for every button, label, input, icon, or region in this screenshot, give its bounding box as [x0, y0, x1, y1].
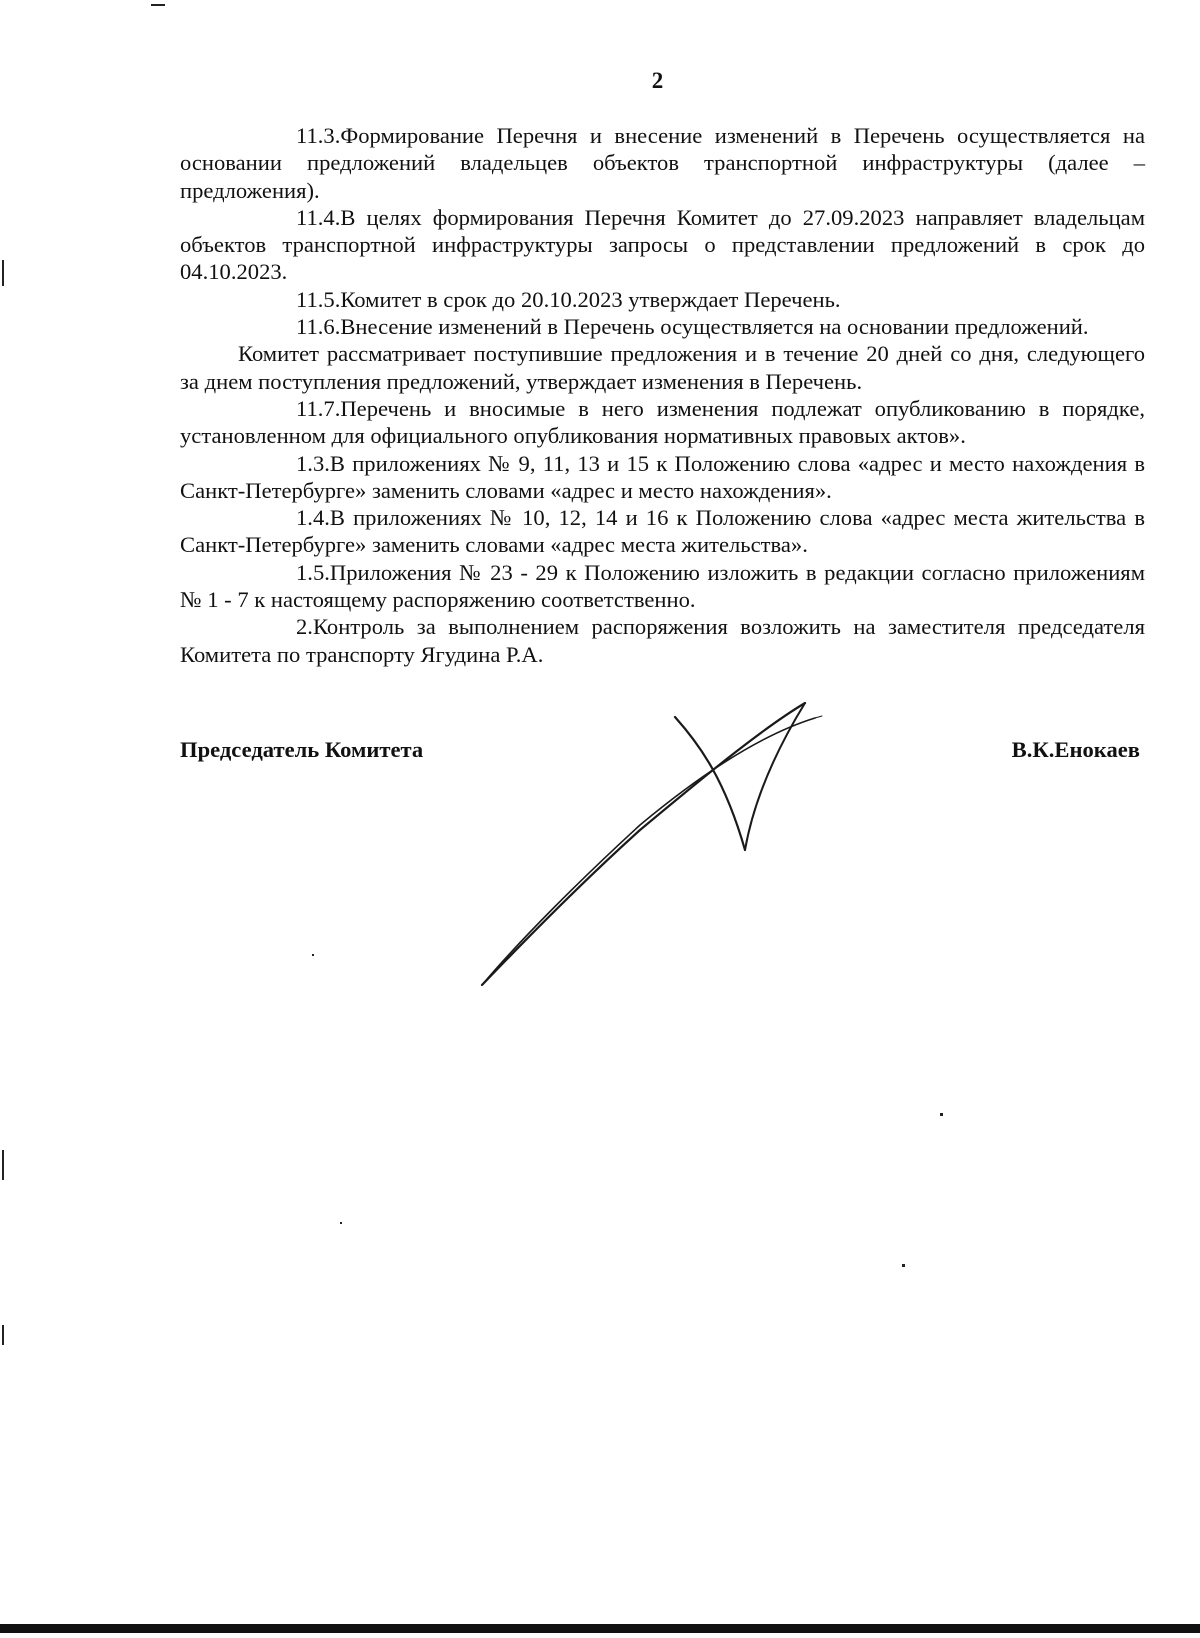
- paragraph-2: [180, 613, 1145, 668]
- paragraph-text: Контроль за выполнением распоряжения возложить на заместителя председателя Комитета по транспорту Ягудина Р.А.: [180, 614, 1145, 667]
- signer-position: Председатель Комитета: [180, 737, 424, 762]
- paragraph-11-5: [180, 286, 1145, 313]
- scan-mark: [2, 1150, 4, 1180]
- paragraph-text: В приложениях № 10, 12, 14 и 16 к Положению слова «адрес места жительства в Санкт-Петербурге» заменить словами «адрес места жительства».: [180, 505, 1145, 558]
- paragraph-number: 2.: [296, 614, 313, 640]
- paragraph-number: 11.5.: [296, 286, 341, 312]
- paragraph-number: 11.3.: [296, 123, 341, 148]
- paragraph-number: 11.6.: [296, 314, 341, 340]
- paragraph-number: 1.3.: [296, 450, 330, 476]
- paragraph-number: 1.5.: [296, 559, 330, 585]
- paragraph-1-3: [180, 450, 1145, 505]
- signature-stroke: [482, 718, 815, 985]
- paragraph-11-3: [180, 122, 1145, 204]
- scan-mark: [2, 260, 4, 286]
- document-body: [180, 122, 1145, 668]
- paragraph-number: 11.4.: [296, 204, 341, 230]
- paragraph-text: В целях формирования Перечня Комитет до 27.09.2023 направляет владельцам объектов транспортной инфраструктуры запросы о представлении предложений в срок до 04.10.2023.: [180, 204, 1145, 285]
- paragraph-1-4: [180, 504, 1145, 559]
- scan-dot: [902, 1264, 905, 1267]
- scan-bottom-edge: [0, 1624, 1200, 1633]
- paragraph-text: Формирование Перечня и внесение изменений в Перечень осуществляется на основании предложений владельцев объектов транспортной инфраструктуры (далее – предложения).: [180, 123, 1145, 203]
- signature-stroke: [815, 716, 822, 718]
- paragraph-1-5: [180, 559, 1145, 614]
- scan-mark: [2, 1325, 4, 1345]
- scan-dot: [312, 954, 314, 956]
- signature-stroke: [675, 717, 745, 850]
- signature-stroke: [745, 703, 805, 850]
- paragraph-11-7: [180, 395, 1145, 450]
- paragraph-text: Перечень и вносимые в него изменения подлежат опубликованию в порядке, установленном для официального опубликования нормативных правовых актов».: [180, 395, 1145, 449]
- signature-stroke: [482, 703, 805, 985]
- paragraph-number: 11.7.: [296, 395, 341, 421]
- paragraph-11-6-continued: [180, 340, 1145, 395]
- paragraph-11-6: [180, 313, 1145, 340]
- paragraph-text: Внесение изменений в Перечень осуществляется на основании предложений.: [340, 314, 1089, 340]
- paragraph-text: Комитет рассматривает поступившие предложения и в течение 20 дней со дня, следующего за днем поступления предложений, утверждает изменения в Перечень.: [180, 341, 1145, 394]
- paragraph-text: Приложения № 23 - 29 к Положению изложить в редакции согласно приложениям № 1 - 7 к настоящему распоряжению соответственно.: [180, 559, 1145, 613]
- paragraph-text: В приложениях № 9, 11, 13 и 15 к Положению слова «адрес и место нахождения в Санкт-Петербурге» заменить словами «адрес и место нахождения».: [180, 450, 1145, 503]
- page-number: 2: [651, 68, 664, 93]
- scan-dot: [940, 1113, 943, 1116]
- paragraph-text: Комитет в срок до 20.10.2023 утверждает Перечень.: [340, 286, 841, 312]
- paragraph-11-4: [180, 204, 1145, 286]
- scan-dot: [340, 1222, 342, 1224]
- signer-name: В.К.Енокаев: [1011, 737, 1140, 762]
- scan-mark: [151, 4, 165, 6]
- paragraph-number: 1.4.: [296, 505, 330, 531]
